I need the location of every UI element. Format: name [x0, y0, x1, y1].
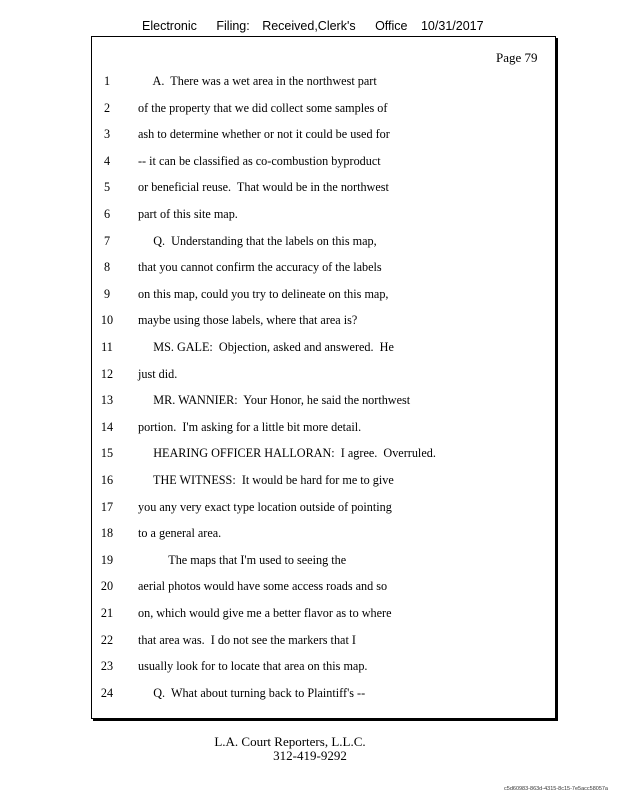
line-text: MS. GALE: Objection, asked and answered. He [138, 340, 394, 354]
transcript-line [0, 551, 560, 569]
line-text: maybe using those labels, where that area is? [138, 313, 358, 328]
transcript-line [0, 524, 560, 542]
line-number: 2 [103, 100, 111, 115]
line-text: of the property that we did collect some samples of [138, 100, 388, 115]
transcript-line [0, 365, 560, 383]
line-text: that area was. I do not see the markers that I [138, 632, 356, 647]
line-number: 22 [100, 632, 114, 647]
line-text: -- it can be classified as co-combustion byproduct [138, 153, 381, 168]
transcript-line [0, 471, 560, 489]
line-number: 13 [100, 393, 114, 408]
line-number: 21 [100, 606, 114, 620]
filing-header [142, 19, 484, 33]
transcript-line [0, 205, 560, 223]
line-number: 23 [100, 659, 114, 674]
transcript-line [0, 311, 560, 329]
transcript-line [0, 391, 560, 409]
line-text: part of this site map. [138, 207, 238, 221]
transcript-line [0, 258, 560, 276]
line-number: 10 [100, 313, 114, 328]
transcript-line [0, 99, 560, 117]
transcript-line [0, 152, 560, 170]
line-text: THE WITNESS: It would be hard for me to give [138, 473, 394, 487]
line-text: that you cannot confirm the accuracy of the labels [138, 260, 382, 275]
transcript-line [0, 604, 560, 622]
transcript-line [0, 178, 560, 196]
line-number: 19 [100, 552, 114, 567]
transcript-line [0, 684, 560, 702]
line-number: 12 [100, 366, 114, 381]
page-number: Page 79 [496, 50, 538, 65]
transcript-line [0, 631, 560, 649]
line-number: 1 [103, 74, 111, 88]
line-text: Q. Understanding that the labels on this map, [138, 233, 377, 248]
line-number: 20 [100, 579, 114, 594]
line-text: The maps that I'm used to seeing the [138, 552, 347, 567]
line-text: just did. [138, 366, 178, 381]
filing-header-date: 10/31/2017 [420, 19, 484, 33]
transcript-line [0, 72, 560, 90]
line-number: 8 [103, 260, 111, 275]
line-number: 7 [103, 233, 111, 248]
transcript-line [0, 418, 560, 436]
line-text: ash to determine whether or not it could be used for [138, 127, 390, 142]
document-id: c5d60983-863d-4315-8c15-7e5acc58057a [504, 786, 608, 792]
line-text: aerial photos would have some access roads and so [138, 579, 388, 594]
line-number: 18 [100, 526, 114, 541]
line-text: Q. What about turning back to Plaintiff's -- [138, 685, 366, 700]
line-text: A. There was a wet area in the northwest part [138, 74, 377, 88]
court-reporter-name: L.A. Court Reporters, L.L.C. [214, 734, 366, 749]
line-number: 3 [103, 127, 111, 142]
line-text: on, which would give me a better flavor as to where [138, 606, 392, 620]
line-number: 24 [100, 685, 114, 700]
line-text: on this map, could you try to delineate on this map, [138, 286, 389, 301]
line-text: portion. I'm asking for a little bit more detail. [138, 419, 362, 434]
line-text: MR. WANNIER: Your Honor, he said the northwest [138, 393, 411, 408]
line-text: HEARING OFFICER HALLORAN: I agree. Overruled. [138, 446, 436, 461]
line-number: 14 [100, 419, 114, 434]
transcript-line [0, 338, 560, 356]
transcript-line [0, 232, 560, 250]
transcript-line [0, 577, 560, 595]
line-text: or beneficial reuse. That would be in the northwest [138, 180, 389, 195]
line-number: 9 [103, 286, 111, 301]
transcript-line [0, 444, 560, 462]
line-text: usually look for to locate that area on this map. [138, 659, 368, 674]
line-number: 6 [103, 207, 111, 221]
transcript-line [0, 657, 560, 675]
line-text: to a general area. [138, 526, 222, 541]
filing-header-received: Received,Clerk's [262, 19, 356, 33]
line-text: you any very exact type location outside of pointing [138, 499, 392, 514]
line-number: 15 [100, 446, 114, 461]
filing-header-office: Office [375, 19, 408, 33]
transcript-line [0, 125, 560, 143]
filing-header-filing: Filing: [216, 19, 250, 33]
filing-header-electronic: Electronic [142, 19, 197, 33]
transcript-line [0, 498, 560, 516]
line-number: 4 [103, 153, 111, 168]
line-number: 17 [100, 499, 114, 514]
transcript-line [0, 285, 560, 303]
line-number: 11 [101, 340, 113, 354]
court-reporter-phone: 312-419-9292 [273, 748, 347, 763]
line-number: 5 [103, 180, 111, 195]
line-number: 16 [100, 473, 114, 487]
